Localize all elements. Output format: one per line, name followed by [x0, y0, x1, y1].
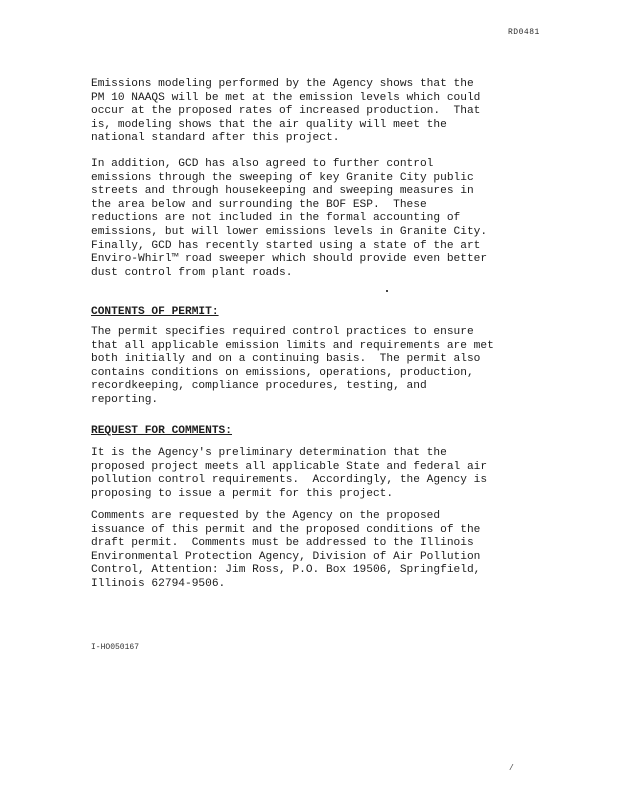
heading-request-for-comments: REQUEST FOR COMMENTS: — [91, 425, 232, 437]
paragraph-emissions-modeling: Emissions modeling performed by the Agency shows that the PM 10 NAAQS will be met at the emission levels which could occur at the proposed rates of increased production. That is, modeling shows that the air quality will meet the national standard after this project. — [91, 78, 481, 145]
paragraph-permit-contents: The permit specifies required control practices to ensure that all applicable emission limits and requirements are met both initially and on a continuing basis. The permit also contains conditions on emissions, operations, production, recordkeeping, compliance procedures, testing, and reporting. — [91, 326, 494, 406]
page-mark: / — [509, 764, 514, 773]
heading-contents-of-permit: CONTENTS OF PERMIT: — [91, 306, 219, 318]
document-code: I-HO050167 — [91, 643, 140, 652]
page-identifier: RD0481 — [508, 28, 540, 37]
paragraph-additional-controls: In addition, GCD has also agreed to further control emissions through the sweeping of key Granite City public streets and through housekeeping and sweeping measures in the area below and surrounding the BOF ESP. These reductions are not included in the formal accounting of emissions, but will lower emissions levels in Granite City. Finally, GCD has recently started using a state of the art Enviro-Whirl™ road sweeper which should provide even better dust control from plant roads. — [91, 158, 488, 279]
paragraph-preliminary-determination: It is the Agency's preliminary determination that the proposed project meets all applicable State and federal air pollution control requirements. Accordingly, the Agency is proposing to issue a permit for this project. — [91, 447, 488, 500]
scan-speck — [386, 290, 388, 292]
paragraph-comment-instructions: Comments are requested by the Agency on the proposed issuance of this permit and the proposed conditions of the draft permit. Comments must be addressed to the Illinois Environmental Protection Agency, Division of Air Pollution Control, Attention: Jim Ross, P.O. Box 19506, Springfield, Illinois 62794-9506. — [91, 510, 481, 590]
